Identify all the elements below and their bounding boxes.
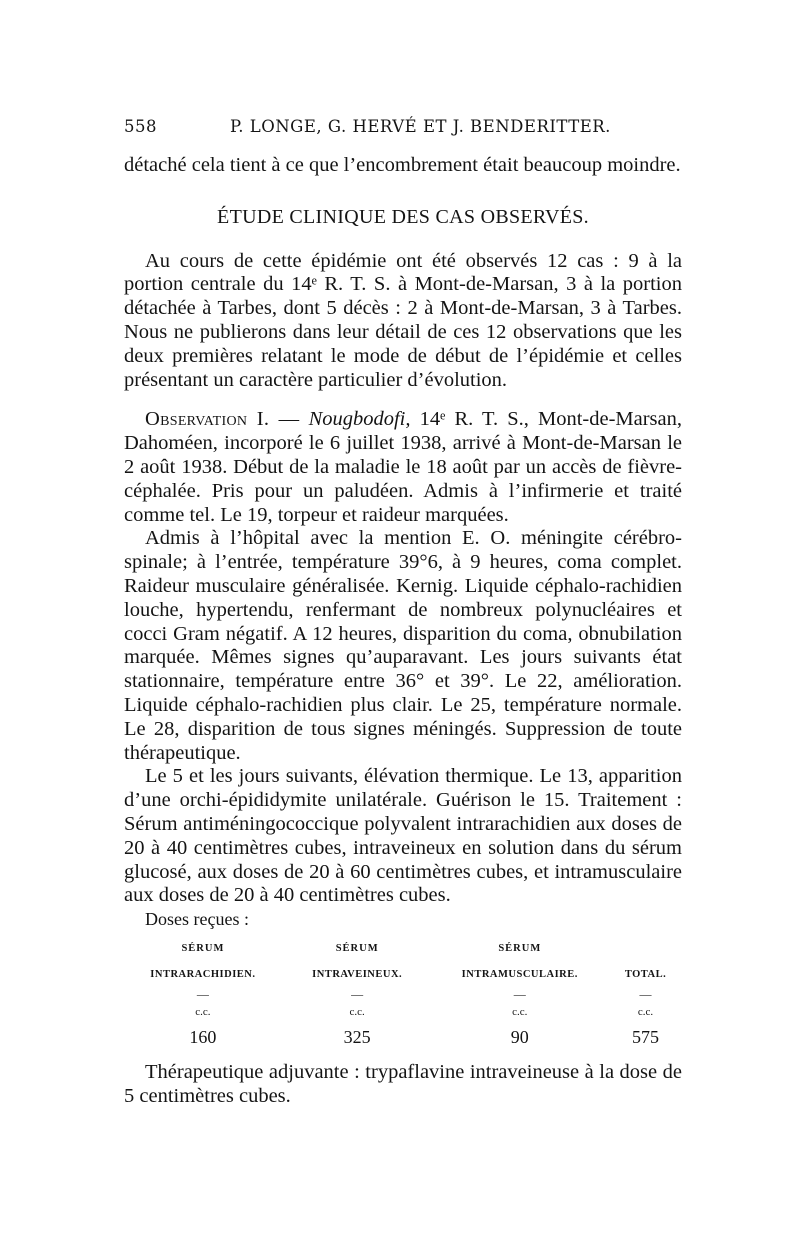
paragraph-intro: détaché cela tient à ce que l’encombrement était beaucoup moindre. — [124, 154, 681, 176]
body-text — [124, 154, 682, 1109]
observation-text: 14ᵉ R. T. S., Mont-de-Marsan, Dahoméen, incorporé le 6 juillet 1938, arrivé à Mont-de-Marsan le 2 août 1938. Début de la maladie le 18 août par un accès de fièvre-céphalée. Pris pour un paludéen. Admis à l’infirmerie et traité comme tel. Le 19, torpeur et raideur marquées. — [124, 408, 683, 526]
observation-1 — [124, 408, 682, 527]
col-dash-4: — — [639, 986, 652, 1001]
paragraph-treatment: Le 5 et les jours suivants, élévation thermique. Le 13, apparition d’une orchi-épididymite unilatérale. Guérison le 15. Traitement : Sérum antiméningococcique polyvalent intrarachidien aux doses de 20 à 40 centimètres cubes, intraveineux en solution dans du sérum glucosé, aux doses de 20 à 60 centimètres cubes, et intramusculaire aux doses de 20 à 40 centimètres cubes. — [124, 765, 682, 907]
col-value-1: 160 — [189, 1027, 217, 1048]
col-header-2b: INTRAVEINEUX. — [312, 968, 403, 980]
col-header-3a: SÉRUM — [498, 942, 542, 954]
doses-table — [120, 936, 680, 1051]
col-header-4b: TOTAL. — [624, 968, 667, 980]
col-header-2a: SÉRUM — [335, 942, 379, 954]
observation-label: Observation I. — — [145, 408, 300, 431]
col-value-3: 90 — [510, 1027, 529, 1048]
doses-label: Doses reçues : — [145, 909, 249, 930]
doses-header-row-1 — [120, 936, 680, 962]
col-header-4a — [611, 936, 680, 962]
paragraph-hopital: Admis à l’hôpital avec la mention E. O. méningite cérébro-spinale; à l’entrée, température 39°6, à 9 heures, coma complet. Raideur musculaire généralisée. Kernig. Liquide céphalo-rachidien louche, hypertendu, renfermant de nombreux polynucléaires et cocci Gram négatif. A 12 heures, disparition du coma, obnubilation marquée. Mêmes signes qu’auparavant. Les jours suivants état stationnaire, température entre 36° et 39°. Le 22, amélioration. Liquide céphalo-rachidien plus clair. Le 25, température normale. Le 28, disparition de tous signes méningés. Suppression de toute thérapeutique. — [124, 527, 682, 764]
doses-value-row — [120, 1025, 680, 1051]
page-number: 558 — [124, 117, 157, 136]
col-dash-2: — — [351, 986, 364, 1001]
col-unit-4: c.c. — [637, 1005, 654, 1018]
col-dash-3: — — [513, 986, 526, 1001]
col-header-3b: INTRAMUSCULAIRE. — [461, 968, 578, 980]
col-value-4: 575 — [632, 1027, 660, 1048]
doses-dash-row — [120, 988, 680, 1000]
section-title: ÉTUDE CLINIQUE DES CAS OBSERVÉS. — [217, 205, 589, 228]
col-header-1b: INTRARACHIDIEN. — [150, 968, 256, 980]
doses-unit-row — [120, 1000, 680, 1026]
col-unit-2: c.c. — [349, 1005, 365, 1018]
col-value-2: 325 — [343, 1027, 371, 1048]
col-unit-3: c.c. — [512, 1005, 528, 1018]
doses-header-row-2 — [120, 962, 680, 988]
paragraph-adjuvante: Thérapeutique adjuvante : trypaflavine intraveineuse à la dose de 5 centimètres cubes. — [124, 1061, 682, 1107]
paragraph-course: Au cours de cette épidémie ont été observés 12 cas : 9 à la portion centrale du 14ᵉ R. T. S. à Mont-de-Marsan, 3 à la portion détachée à Tarbes, dont 5 décès : 2 à Mont-de-Marsan, 3 à Tarbes. Nous ne publierons dans leur détail de ces 12 observations que les deux premières relatant le mode de début de l’épidémie et celles présentant un caractère particulier d’évolution. — [124, 249, 682, 391]
patient-name: Nougbodofi, — [308, 408, 411, 431]
col-unit-1: c.c. — [195, 1005, 211, 1018]
col-header-1a: SÉRUM — [181, 942, 225, 954]
col-dash-1: — — [196, 986, 209, 1001]
running-title: P. LONGE, G. HERVÉ ET J. BENDERITTER. — [230, 117, 611, 136]
